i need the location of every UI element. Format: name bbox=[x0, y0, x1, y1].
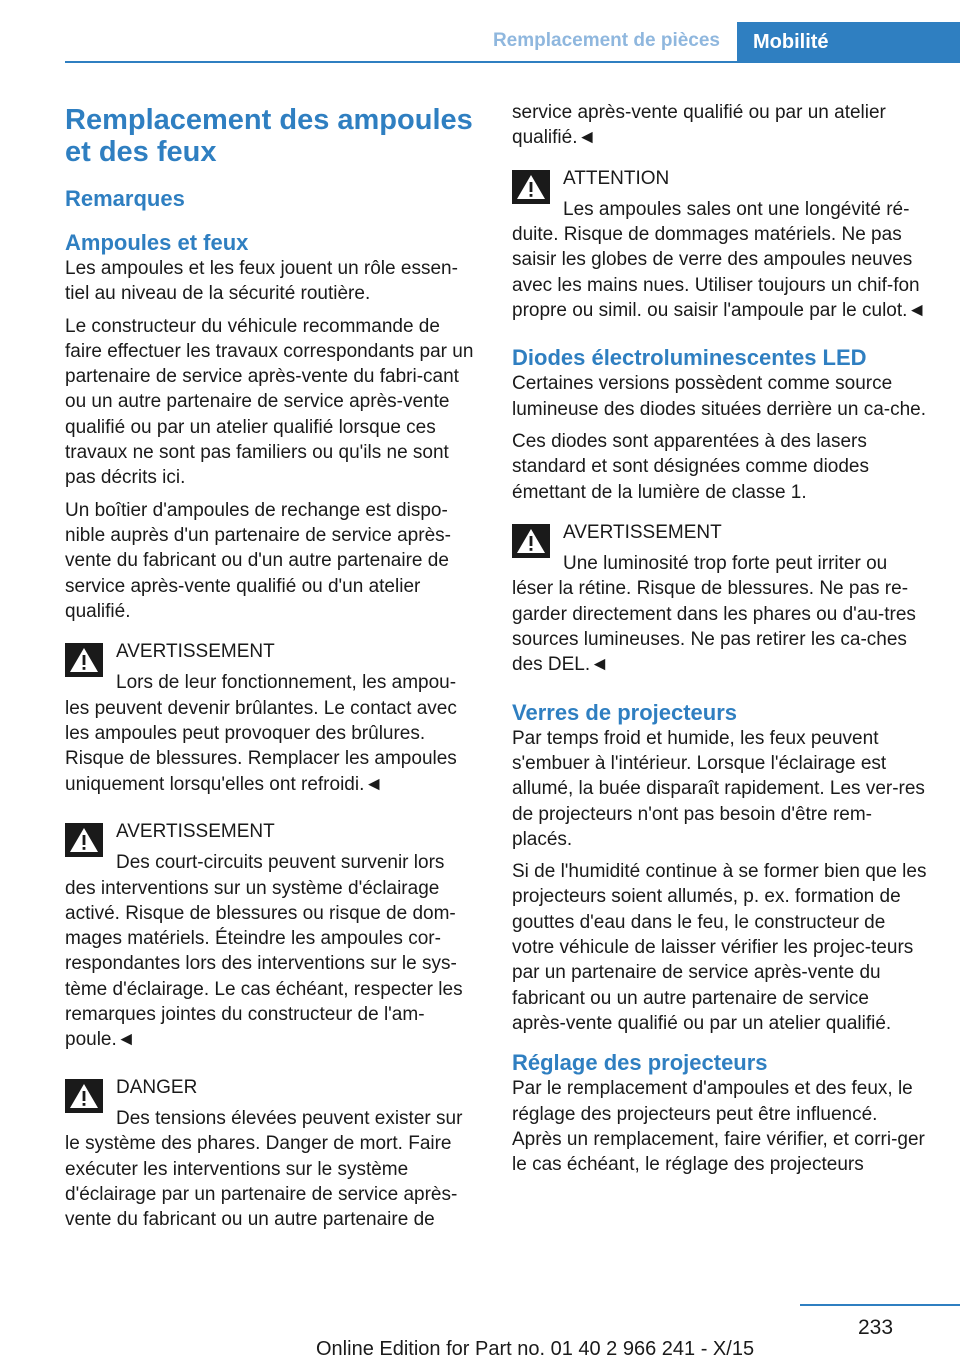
paragraph: Un boîtier d'ampoules de rechange est dispo-nible auprès d'un partenaire de service après-vente du fabricant ou d'un autre partenaire de service après-vente qualifié ou d'un atelier qualifié. bbox=[65, 499, 451, 622]
header-chapter-label: Mobilité bbox=[753, 31, 829, 53]
page-number: 233 bbox=[858, 1316, 894, 1339]
right-column bbox=[512, 100, 927, 1184]
danger-box bbox=[65, 1075, 480, 1233]
warning-box bbox=[512, 520, 927, 678]
attention-text: Les ampoules sales ont une longévité ré-duite. Risque de dommages matériels. Ne pas saisir les globes de verre des ampoules neuves avec les mains nues. Utiliser toujours un chif-fon propre ou simil. ou saisir l'ampoule par le culot.◄ bbox=[512, 198, 927, 322]
subheading-reglage: Réglage des projecteurs bbox=[512, 1050, 768, 1076]
attention-box bbox=[512, 166, 927, 324]
warning-triangle-icon bbox=[65, 823, 103, 857]
danger-text: Des tensions élevées peuvent exister sur le système des phares. Danger de mort. Faire exécuter les interventions sur le système d'éclairage par un partenaire de service après-vente du fabricant ou un autre partenaire de bbox=[65, 1107, 463, 1231]
paragraph: Si de l'humidité continue à se former bien que les projecteurs soient allumés, p. ex. formation de gouttes d'eau dans le feu, le constructeur de votre véhicule de laisser vérifier les projec-teurs par un partenaire de service après-vente du fabricant ou un autre partenaire de service après-vente qualifié ou par un atelier qualifié. bbox=[512, 861, 927, 1034]
warning-text: Lors de leur fonctionnement, les ampou-les peuvent devenir brûlantes. Le contact avec les ampoules peut provoquer des brûlures. Risque de blessures. Remplacer les ampoules uniquement lorsqu'elles ont refroidi.◄ bbox=[65, 672, 457, 795]
subheading-led: Diodes électroluminescentes LED bbox=[512, 345, 867, 371]
header-section-title: Remplacement de pièces bbox=[492, 30, 720, 51]
footer-rule bbox=[800, 1304, 960, 1306]
paragraph: Certaines versions possèdent comme source lumineuse des diodes situées derrière un ca-che. bbox=[512, 373, 927, 420]
warning-triangle-icon bbox=[65, 643, 103, 677]
paragraph: Par le remplacement d'ampoules et des feux, le réglage des projecteurs peut être influencé. Après un remplacement, faire vérifier, et corri-ger le cas échéant, le réglage des projecteurs bbox=[512, 1078, 925, 1176]
warning-box bbox=[65, 639, 480, 797]
page-title: Remplacement des ampoules et des feux bbox=[65, 104, 473, 168]
header-rule bbox=[65, 61, 960, 63]
paragraph: Ces diodes sont apparentées à des lasers standard et sont désignées comme diodes émettant de la lumière de classe 1. bbox=[512, 430, 869, 503]
danger-label: DANGER bbox=[116, 1076, 198, 1098]
page-header bbox=[0, 0, 960, 66]
left-column bbox=[65, 100, 480, 1254]
subheading-ampoules: Ampoules et feux bbox=[65, 230, 249, 255]
warning-text: Des court-circuits peuvent survenir lors des interventions sur un système d'éclairage activé. Risque de blessures ou risque de dom-mages matériels. Éteindre les ampoules cor-respondantes lors des interventions sur le sys-tème d'éclairage. Le cas échéant, respecter les remarques jointes du constructeur de l'am-poule.◄ bbox=[65, 852, 463, 1051]
attention-label: ATTENTION bbox=[563, 167, 670, 189]
warning-text: Une luminosité trop forte peut irriter ou léser la rétine. Risque de blessures. Ne pas re-garder directement dans les phares ou d'au-tres sources lumineuses. Ne pas retirer les ca-ches des DEL.◄ bbox=[512, 553, 916, 676]
paragraph: Le constructeur du véhicule recommande de faire effectuer les travaux correspondants par un partenaire de service après-vente du fabri-cant ou un autre partenaire de service après-vente qualifié ou par un atelier qualifié lorsque ces travaux ne sont pas familiers ou qu'ils ne sont pas décrits ici. bbox=[65, 315, 474, 489]
warning-box bbox=[65, 819, 480, 1053]
warning-triangle-icon bbox=[65, 1079, 103, 1113]
warning-label: AVERTISSEMENT bbox=[116, 641, 275, 663]
paragraph: Les ampoules et les feux jouent un rôle essen-tiel au niveau de la sécurité routière. bbox=[65, 258, 458, 305]
edition-footer: Online Edition for Part no. 01 40 2 966 241 - X/15 bbox=[316, 1338, 755, 1360]
warning-triangle-icon bbox=[512, 170, 550, 204]
warning-label: AVERTISSEMENT bbox=[116, 820, 275, 842]
warning-label: AVERTISSEMENT bbox=[563, 521, 722, 543]
paragraph: Par temps froid et humide, les feux peuvent s'embuer à l'intérieur. Lorsque l'éclairage est allumé, la buée disparaît rapidement. Les ver-res de projecteurs n'ont pas besoin d'être rem-placés. bbox=[512, 727, 925, 850]
subheading-verres: Verres de projecteurs bbox=[512, 699, 738, 725]
paragraph: service après-vente qualifié ou par un atelier qualifié.◄ bbox=[512, 102, 886, 149]
warning-triangle-icon bbox=[512, 524, 550, 558]
section-heading-remarques: Remarques bbox=[65, 186, 185, 211]
header-chapter-tab bbox=[737, 22, 960, 63]
